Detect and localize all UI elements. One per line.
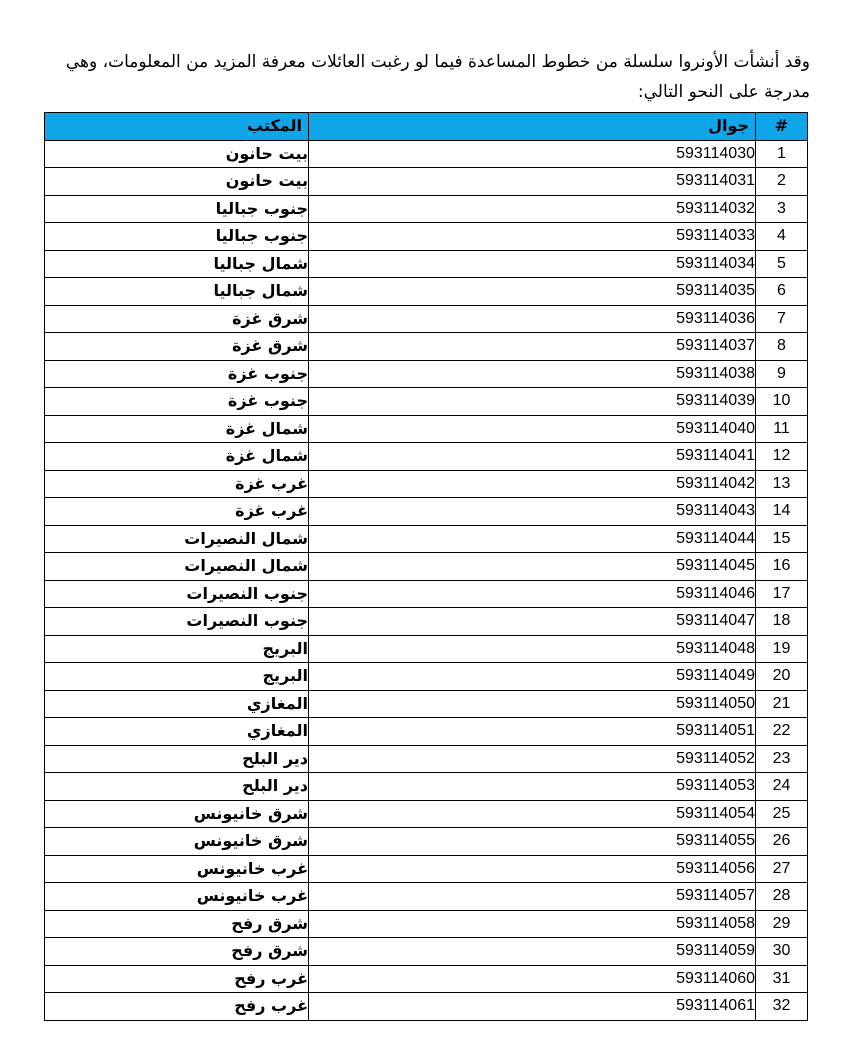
row-phone: 593114038 xyxy=(309,360,756,388)
row-office: شرق غزة xyxy=(45,333,309,361)
row-phone: 593114059 xyxy=(309,938,756,966)
table-row xyxy=(45,553,808,581)
helpline-table xyxy=(44,112,808,1021)
table-row xyxy=(45,608,808,636)
header-phone: جوال xyxy=(309,113,756,141)
table-row xyxy=(45,965,808,993)
row-phone: 593114037 xyxy=(309,333,756,361)
row-office: شمال النصيرات xyxy=(45,553,309,581)
row-office: بيت حانون xyxy=(45,140,309,168)
table-row xyxy=(45,388,808,416)
row-office: شرق خانيونس xyxy=(45,828,309,856)
row-number: 8 xyxy=(756,333,808,361)
row-number: 1 xyxy=(756,140,808,168)
row-number: 19 xyxy=(756,635,808,663)
row-office: دير البلح xyxy=(45,773,309,801)
row-office: جنوب غزة xyxy=(45,388,309,416)
row-phone: 593114030 xyxy=(309,140,756,168)
row-phone: 593114034 xyxy=(309,250,756,278)
row-phone: 593114041 xyxy=(309,443,756,471)
row-phone: 593114057 xyxy=(309,883,756,911)
row-number: 7 xyxy=(756,305,808,333)
table-row xyxy=(45,498,808,526)
header-office: المكتب xyxy=(45,113,309,141)
row-number: 15 xyxy=(756,525,808,553)
table-row xyxy=(45,443,808,471)
row-number: 18 xyxy=(756,608,808,636)
table-row xyxy=(45,855,808,883)
table-row xyxy=(45,525,808,553)
row-number: 25 xyxy=(756,800,808,828)
table-row xyxy=(45,883,808,911)
row-office: شمال جباليا xyxy=(45,250,309,278)
row-office: المغازي xyxy=(45,718,309,746)
row-phone: 593114049 xyxy=(309,663,756,691)
row-phone: 593114061 xyxy=(309,993,756,1021)
table-row xyxy=(45,800,808,828)
table-row xyxy=(45,993,808,1021)
row-number: 30 xyxy=(756,938,808,966)
table-row xyxy=(45,223,808,251)
table-row xyxy=(45,635,808,663)
table-row xyxy=(45,305,808,333)
row-number: 9 xyxy=(756,360,808,388)
row-number: 3 xyxy=(756,195,808,223)
row-phone: 593114047 xyxy=(309,608,756,636)
row-office: جنوب جباليا xyxy=(45,223,309,251)
row-office: البريج xyxy=(45,635,309,663)
row-phone: 593114039 xyxy=(309,388,756,416)
intro-paragraph: وقد أنشأت الأونروا سلسلة من خطوط المساعدة فيما لو رغبت العائلات معرفة المزيد من المعلومات، وهي مدرجة على النحو التالي: xyxy=(65,52,810,102)
table-row xyxy=(45,663,808,691)
table-row xyxy=(45,415,808,443)
header-number: # xyxy=(756,113,808,141)
row-office: غرب غزة xyxy=(45,470,309,498)
row-number: 6 xyxy=(756,278,808,306)
row-office: شرق غزة xyxy=(45,305,309,333)
row-phone: 593114048 xyxy=(309,635,756,663)
row-office: شمال النصيرات xyxy=(45,525,309,553)
table-row xyxy=(45,938,808,966)
row-phone: 593114058 xyxy=(309,910,756,938)
row-office: البريج xyxy=(45,663,309,691)
table-row xyxy=(45,773,808,801)
row-phone: 593114032 xyxy=(309,195,756,223)
table-row xyxy=(45,910,808,938)
row-phone: 593114056 xyxy=(309,855,756,883)
row-phone: 593114042 xyxy=(309,470,756,498)
row-office: دير البلح xyxy=(45,745,309,773)
row-number: 5 xyxy=(756,250,808,278)
row-office: جنوب غزة xyxy=(45,360,309,388)
table-row xyxy=(45,690,808,718)
row-phone: 593114036 xyxy=(309,305,756,333)
row-phone: 593114045 xyxy=(309,553,756,581)
table-row xyxy=(45,828,808,856)
row-number: 16 xyxy=(756,553,808,581)
row-phone: 593114055 xyxy=(309,828,756,856)
row-office: شرق رفح xyxy=(45,938,309,966)
row-phone: 593114043 xyxy=(309,498,756,526)
row-office: غرب خانيونس xyxy=(45,883,309,911)
row-phone: 593114054 xyxy=(309,800,756,828)
row-office: شرق خانيونس xyxy=(45,800,309,828)
row-phone: 593114051 xyxy=(309,718,756,746)
row-office: جنوب النصيرات xyxy=(45,608,309,636)
row-number: 14 xyxy=(756,498,808,526)
row-phone: 593114052 xyxy=(309,745,756,773)
row-office: غرب غزة xyxy=(45,498,309,526)
row-number: 22 xyxy=(756,718,808,746)
row-number: 21 xyxy=(756,690,808,718)
table-row xyxy=(45,250,808,278)
row-phone: 593114060 xyxy=(309,965,756,993)
table-row xyxy=(45,195,808,223)
table-header-row xyxy=(45,113,808,141)
row-number: 2 xyxy=(756,168,808,196)
table-row xyxy=(45,470,808,498)
table-row xyxy=(45,168,808,196)
row-number: 11 xyxy=(756,415,808,443)
row-number: 32 xyxy=(756,993,808,1021)
row-number: 23 xyxy=(756,745,808,773)
row-office: شمال جباليا xyxy=(45,278,309,306)
row-phone: 593114031 xyxy=(309,168,756,196)
row-office: شرق رفح xyxy=(45,910,309,938)
row-office: جنوب النصيرات xyxy=(45,580,309,608)
row-number: 10 xyxy=(756,388,808,416)
row-number: 27 xyxy=(756,855,808,883)
row-number: 4 xyxy=(756,223,808,251)
row-number: 28 xyxy=(756,883,808,911)
table-row xyxy=(45,718,808,746)
row-phone: 593114046 xyxy=(309,580,756,608)
row-office: شمال غزة xyxy=(45,415,309,443)
row-number: 13 xyxy=(756,470,808,498)
row-number: 26 xyxy=(756,828,808,856)
row-office: غرب خانيونس xyxy=(45,855,309,883)
row-office: غرب رفح xyxy=(45,965,309,993)
table-row xyxy=(45,745,808,773)
row-phone: 593114033 xyxy=(309,223,756,251)
row-office: بيت حانون xyxy=(45,168,309,196)
table-row xyxy=(45,333,808,361)
row-phone: 593114050 xyxy=(309,690,756,718)
row-phone: 593114040 xyxy=(309,415,756,443)
row-phone: 593114044 xyxy=(309,525,756,553)
row-number: 12 xyxy=(756,443,808,471)
table-row xyxy=(45,278,808,306)
row-number: 31 xyxy=(756,965,808,993)
row-office: جنوب جباليا xyxy=(45,195,309,223)
row-number: 20 xyxy=(756,663,808,691)
table-row xyxy=(45,140,808,168)
row-number: 24 xyxy=(756,773,808,801)
row-number: 17 xyxy=(756,580,808,608)
row-office: شمال غزة xyxy=(45,443,309,471)
row-office: غرب رفح xyxy=(45,993,309,1021)
table-row xyxy=(45,580,808,608)
row-phone: 593114035 xyxy=(309,278,756,306)
row-number: 29 xyxy=(756,910,808,938)
table-row xyxy=(45,360,808,388)
row-phone: 593114053 xyxy=(309,773,756,801)
row-office: المغازي xyxy=(45,690,309,718)
